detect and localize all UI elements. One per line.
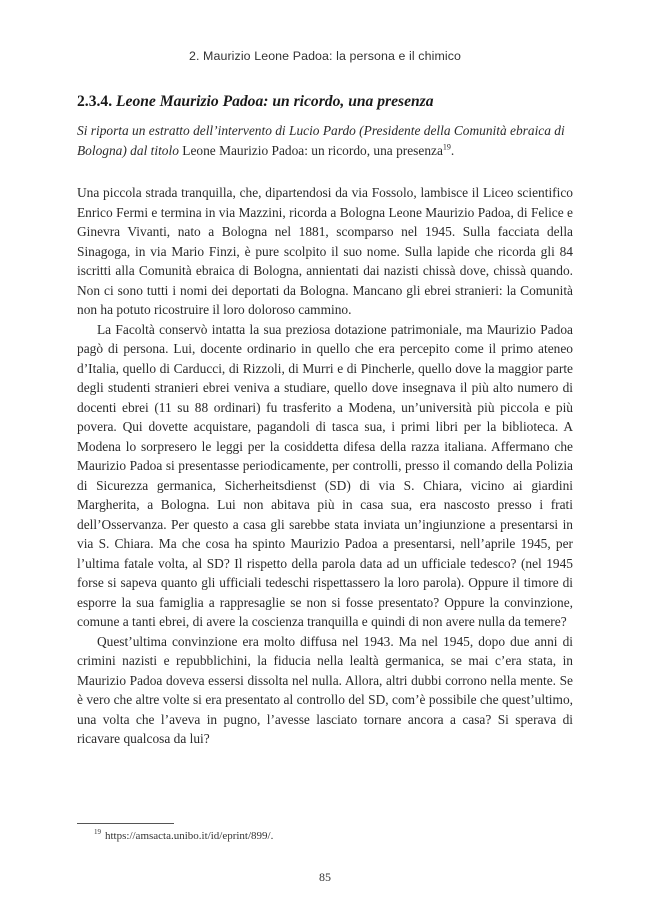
footnote [94, 829, 273, 843]
page-number: 85 [319, 870, 331, 884]
section-title: Leone Maurizio Padoa: un ricordo, una presenza [116, 93, 434, 110]
body-text [77, 183, 573, 749]
running-header: 2. Maurizio Leone Padoa: la persona e il chimico [188, 49, 462, 63]
page-content [77, 92, 573, 749]
intro-end: . [450, 142, 455, 158]
paragraph: Una piccola strada tranquilla, che, dipartendosi da via Fossolo, lambisce il Liceo scientifico Enrico Fermi e termina in via Mazzini, ricorda a Bologna Leone Maurizio Padoa, di Felice e Ginevra Vivanti, nato a Bologna nel 1881, scomparso nel 1945. Sulla facciata della Sinagoga, in via Mario Finzi, è pure scolpito il suo nome. Sulla lapide che ricorda gli 84 iscritti alla Comunità ebraica di Bologna, annientati dai nazisti chissà dove, chissà quando. Non ci sono tutti i nomi dei deportati da Bologna. Mancano gli ebrei stranieri: la Comunità non ha potuto ricostruire il loro doloroso cammino. [77, 185, 573, 317]
intro-note [77, 121, 573, 160]
footnote-marker: 19 [94, 828, 101, 837]
section-heading [77, 92, 573, 111]
footnote-reference: 19 [442, 142, 451, 152]
paragraph: Quest’ultima convinzione era molto diffusa nel 1943. Ma nel 1945, dopo due anni di crimini nazisti e repubblichini, la fiducia nella lealtà germanica, se mai c’era stata, in Maurizio Padoa doveva essersi dissolta nel nulla. Allora, altri dubbi corrono nella mente. Se è vero che altre volte si era presentato al controllo del SD, com’è possibile che quest’ultimo, una volta che l’aveva in pugno, l’avesse lasciato tornare ancora a casa? Si sperava di ricavare qualcosa da lui? [77, 633, 573, 746]
intro-italic: Si riporta un estratto dell’intervento di Lucio Pardo (Presidente della Comunità ebraica di Bologna) dal titolo [77, 123, 565, 158]
intro-cited-title: Leone Maurizio Padoa: un ricordo, una presenza [178, 142, 443, 158]
section-number: 2.3.4. [77, 93, 113, 110]
footnote-divider [77, 823, 174, 824]
footnote-link[interactable]: https://amsacta.unibo.it/id/eprint/899/. [105, 830, 274, 842]
paragraph: La Facoltà conservò intatta la sua preziosa dotazione patrimoniale, ma Maurizio Padoa pagò di persona. Lui, docente ordinario in quello che era percepito come il primo ateneo d’Italia, quello di Carducci, di Rizzoli, di Murri e di Pincherle, quello dove la maggior parte degli studenti stranieri ebrei veniva a studiare, quello dove insegnava il più alto numero di docenti ebrei (11 su 88 ordinari) fu trasferito a Modena, un’università più piccola e più povera. Qui dovette acquistare, pagandoli di tasca sua, i primi libri per la biblioteca. A Modena lo sorpresero le leggi per la cosiddetta difesa della razza italiana. Affermano che Maurizio Padoa si presentasse periodicamente, per controlli, presso il comando della Polizia di Sicurezza germanica, Sicherheitsdienst (SD) di via S. Chiara, vicino ai giardini Margherita, a Bologna. Lui non abitava più in casa sua, era nascosto presso i frati dell’Osservanza. Per questo a casa gli sarebbe stata inviata un’ingiunzione a presentarsi in via S. Chiara. Ma che cosa ha spinto Maurizio Padoa a presentarsi, nell’aprile 1945, per l’ultima fatale volta, al SD? Il rispetto della parola data ad un ufficiale tedesco? (nel 1945 forse si sapeva quanto gli ufficiali tedeschi rispettassero la loro parola). Oppure il timore di esporre la sua famiglia a rappresaglie se non si fosse presentato? Oppure la convinzione, comune a tanti ebrei, di avere la coscienza tranquilla e quindi di non avere nulla da temere? [77, 321, 573, 629]
